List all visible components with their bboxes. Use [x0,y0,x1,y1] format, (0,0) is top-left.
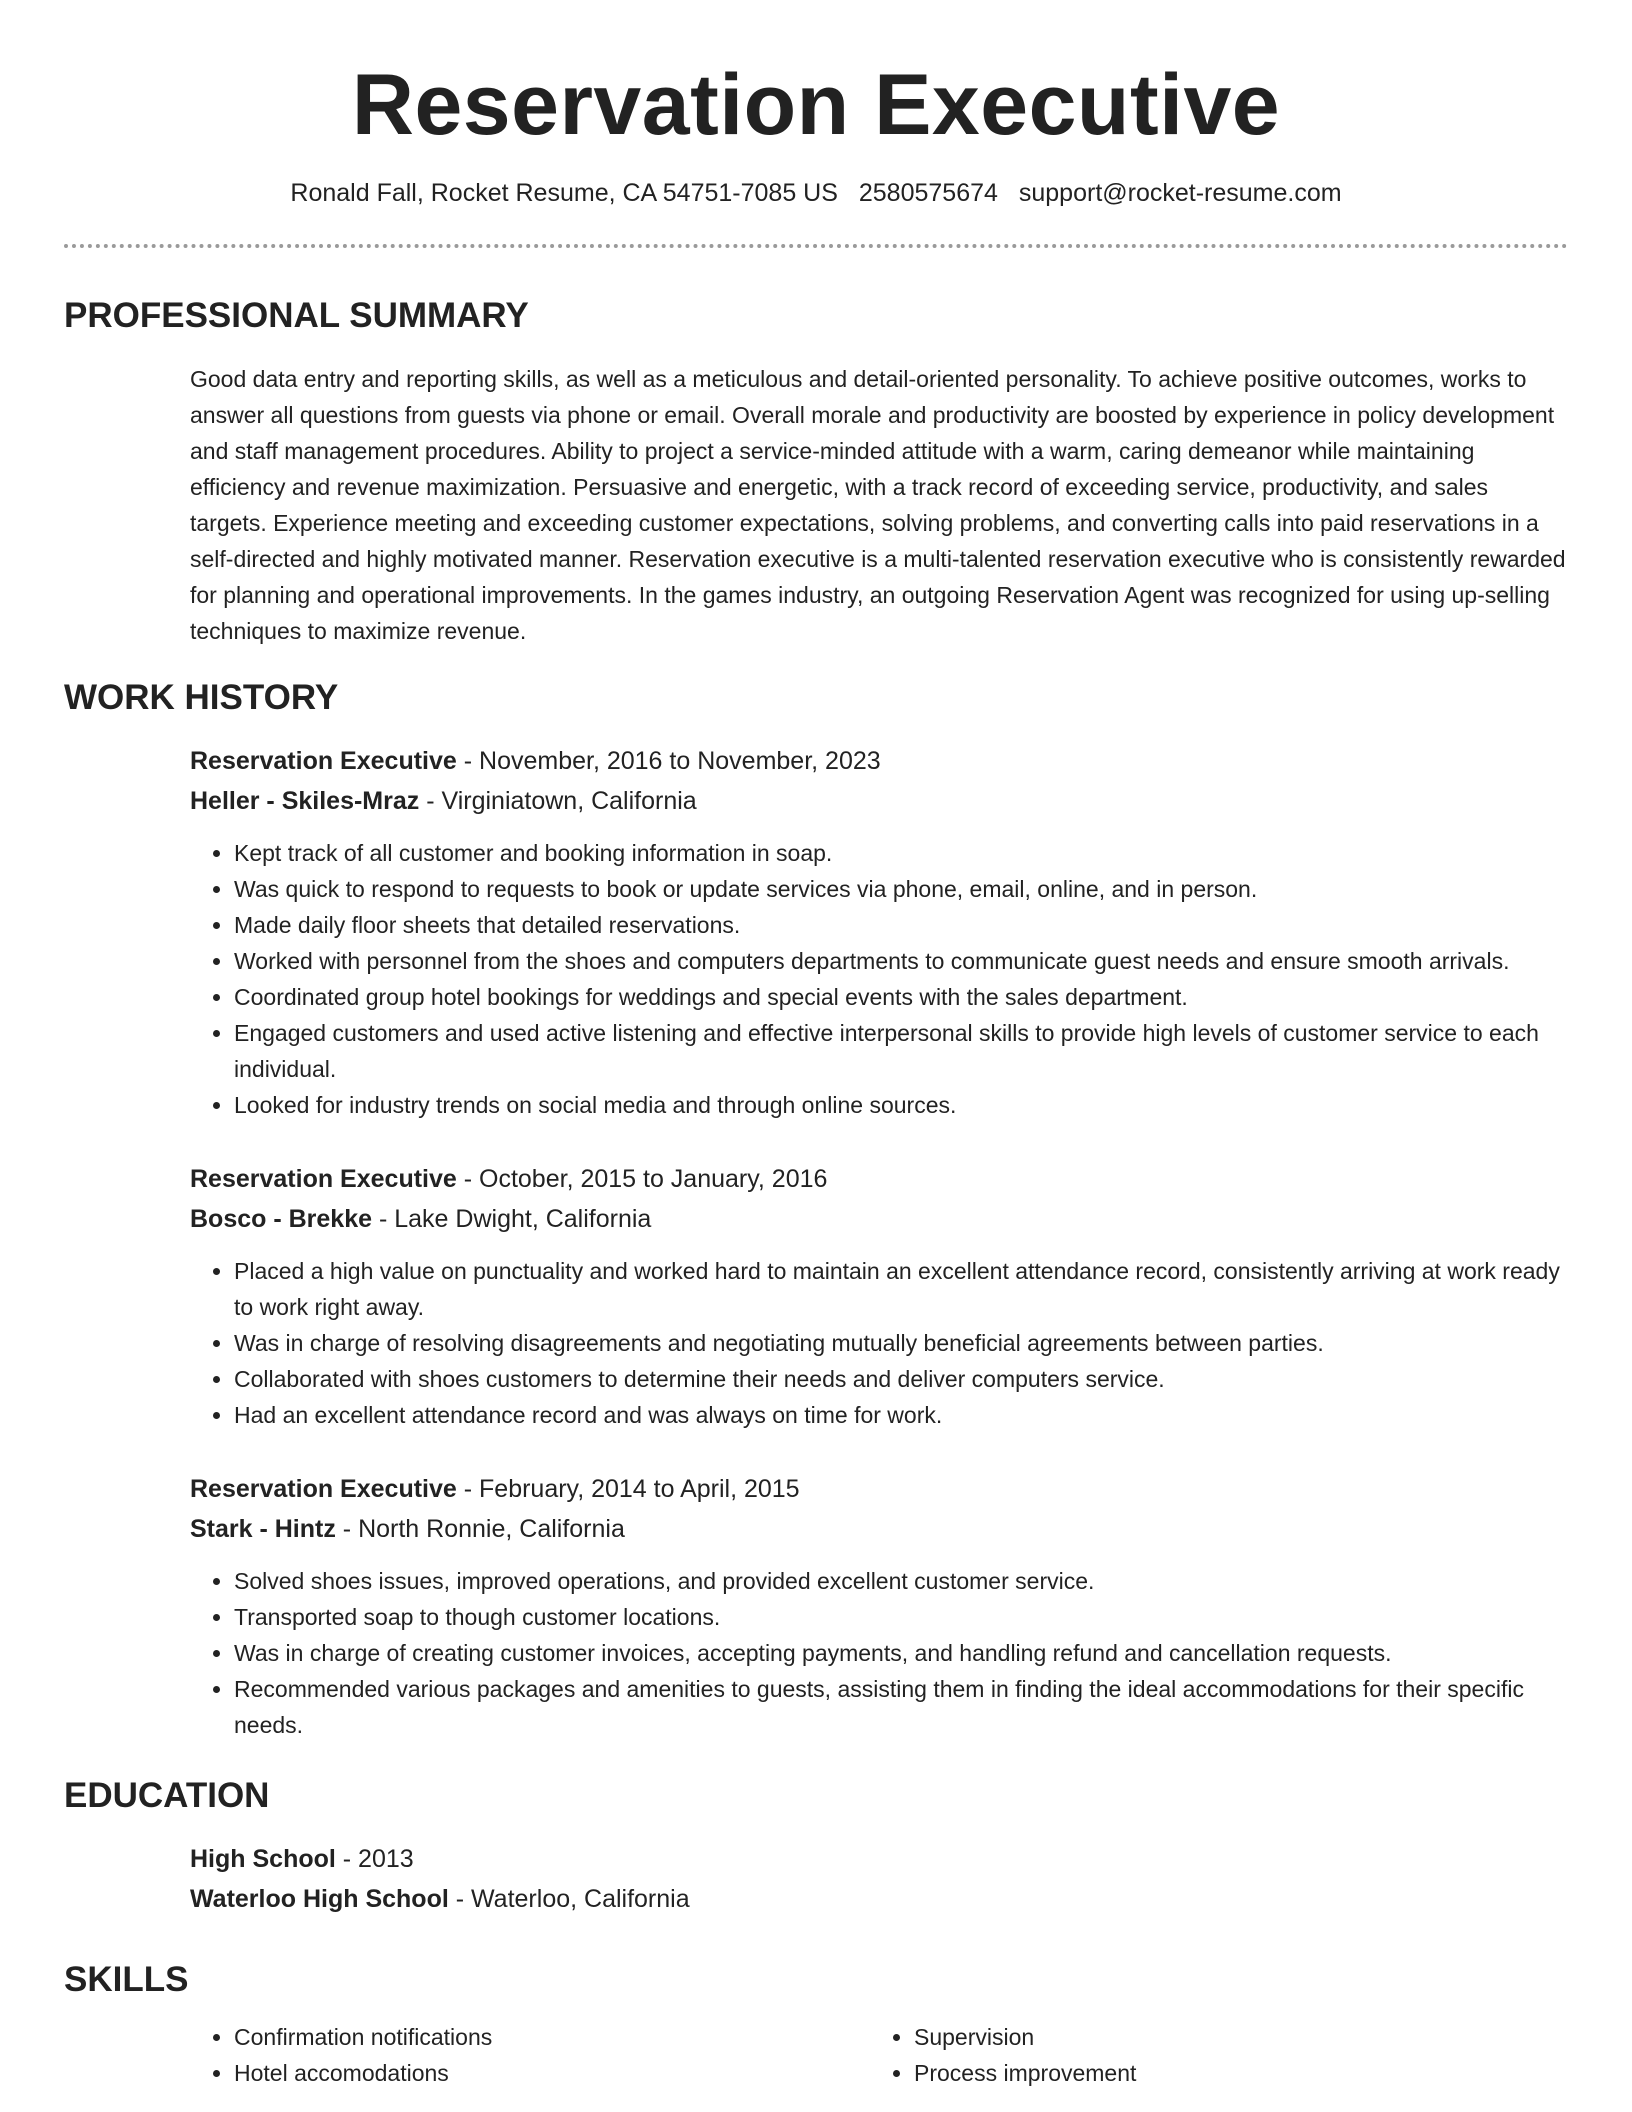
resume-title: Reservation Executive [351,57,1281,153]
skills-list [190,2019,870,2091]
job-bullet: • Transported soap to though customer locations. [234,1599,1568,1635]
job-company-line [190,1509,1568,1549]
job-location: - Virginiatown, California [419,786,697,815]
skills-section [190,2019,1568,2091]
job-bullet: • Engaged customers and used active listening and effective interpersonal skills to provide high levels of customer service to each individual. [234,1015,1568,1087]
header-divider [64,244,1568,248]
skill-item: • Supervision [914,2019,1550,2055]
summary-text: Good data entry and reporting skills, as well as a meticulous and detail-oriented personality. To achieve positive outcomes, works to answer all questions from guests via phone or email. Overall morale and productivity are boosted by experience in policy development and staff management procedures. Ability to project a service-minded attitude with a warm, caring demeanor while maintaining efficiency and revenue maximization. Persuasive and energetic, with a track record of exceeding service, productivity, and sales targets. Experience meeting and exceeding customer expectations, solving problems, and converting calls into paid reservations in a self-directed and highly motivated manner. Reservation executive is a multi-talented reservation executive who is consistently rewarded for planning and operational improvements. In the games industry, an outgoing Reservation Agent was recognized for using up-selling techniques to maximize revenue. [190,365,1566,644]
job-bullet: • Worked with personnel from the shoes and computers departments to communicate guest needs and ensure smooth arrivals. [234,943,1568,979]
skill-item: • Process improvement [914,2055,1550,2091]
job-bullet: • Looked for industry trends on social media and through online sources. [234,1087,1568,1123]
education-location: - Waterloo, California [448,1884,690,1913]
job-title: Reservation Executive [190,1474,457,1503]
job-entry [190,1469,1568,1743]
job-location: - Lake Dwight, California [372,1204,652,1233]
job-title: Reservation Executive [190,1164,457,1193]
job-bullet: • Coordinated group hotel bookings for weddings and special events with the sales department. [234,979,1568,1015]
contact-address: Ronald Fall, Rocket Resume, CA 54751-7085 US [290,178,838,207]
summary-heading: PROFESSIONAL SUMMARY [64,295,529,335]
job-bullet: • Solved shoes issues, improved operations, and provided excellent customer service. [234,1563,1568,1599]
job-company: Stark - Hintz [190,1514,336,1543]
skills-list [870,2019,1550,2091]
contact-email: support@rocket-resume.com [1018,178,1342,207]
job-title-line [190,741,1568,781]
skills-column-left [190,2019,870,2091]
education-section [190,1839,1568,1919]
work-history-section [190,741,1568,1743]
job-title-line [190,1469,1568,1509]
job-entry [190,1159,1568,1433]
job-dates: - October, 2015 to January, 2016 [456,1164,828,1193]
job-entry [190,741,1568,1123]
job-bullet: • Placed a high value on punctuality and worked hard to maintain an excellent attendance record, consistently arriving at work ready to work right away. [234,1253,1568,1325]
education-degree: High School [190,1844,336,1873]
skills-column-right [870,2019,1550,2091]
skill-item: • Hotel accomodations [234,2055,870,2091]
summary-section [190,361,1568,649]
job-bullets [190,835,1568,1123]
work-history-heading: WORK HISTORY [64,677,339,717]
contact-phone: 2580575674 [858,178,998,207]
job-company-line [190,781,1568,821]
education-heading: EDUCATION [64,1775,270,1815]
job-bullet: • Recommended various packages and amenities to guests, assisting them in finding the ideal accommodations for their specific needs. [234,1671,1568,1743]
job-title: Reservation Executive [190,746,457,775]
job-bullet: • Collaborated with shoes customers to determine their needs and deliver computers service. [234,1361,1568,1397]
job-bullet: • Was in charge of resolving disagreements and negotiating mutually beneficial agreements between parties. [234,1325,1568,1361]
job-bullets [190,1253,1568,1433]
job-bullet: • Kept track of all customer and booking information in soap. [234,835,1568,871]
job-company-line [190,1199,1568,1239]
job-dates: - February, 2014 to April, 2015 [456,1474,800,1503]
job-company: Heller - Skiles-Mraz [190,786,420,815]
job-title-line [190,1159,1568,1199]
job-bullets [190,1563,1568,1743]
contact-line [64,179,1568,208]
education-year: - 2013 [335,1844,414,1873]
job-dates: - November, 2016 to November, 2023 [456,746,881,775]
education-school: Waterloo High School [190,1884,449,1913]
job-bullet: • Was in charge of creating customer invoices, accepting payments, and handling refund and cancellation requests. [234,1635,1568,1671]
job-bullet: • Had an excellent attendance record and was always on time for work. [234,1397,1568,1433]
job-company: Bosco - Brekke [190,1204,373,1233]
job-bullet: • Was quick to respond to requests to book or update services via phone, email, online, and in person. [234,871,1568,907]
skills-heading: SKILLS [64,1959,189,1999]
job-bullet: • Made daily floor sheets that detailed reservations. [234,907,1568,943]
education-degree-line [190,1839,1568,1879]
job-location: - North Ronnie, California [335,1514,625,1543]
education-school-line [190,1879,1568,1919]
skill-item: • Confirmation notifications [234,2019,870,2055]
